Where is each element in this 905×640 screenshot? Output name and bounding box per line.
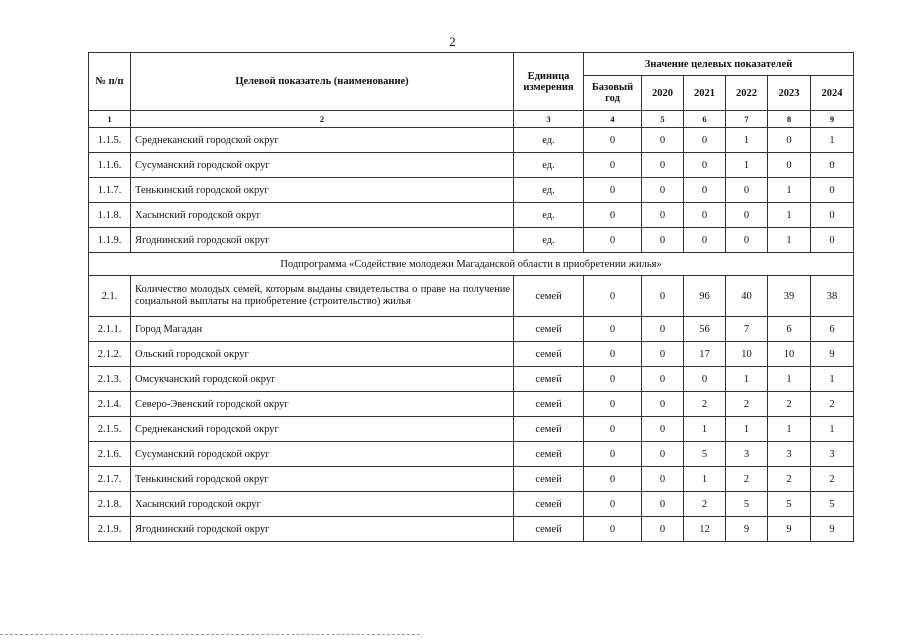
value-base: 0 xyxy=(584,203,642,228)
table-row xyxy=(89,467,854,492)
value-base: 0 xyxy=(584,392,642,417)
unit-cell: семей xyxy=(514,467,584,492)
value-2024: 0 xyxy=(811,203,854,228)
row-number: 2.1.8. xyxy=(89,492,131,517)
value-base: 0 xyxy=(584,367,642,392)
value-2021: 0 xyxy=(684,228,726,253)
unit-cell: семей xyxy=(514,342,584,367)
value-2020: 0 xyxy=(642,178,684,203)
value-2020: 0 xyxy=(642,228,684,253)
value-base: 0 xyxy=(584,442,642,467)
table-row xyxy=(89,276,854,317)
value-2021: 12 xyxy=(684,517,726,542)
value-base: 0 xyxy=(584,153,642,178)
row-number: 2.1.1. xyxy=(89,317,131,342)
value-2022: 7 xyxy=(726,317,768,342)
table-row xyxy=(89,492,854,517)
value-base: 0 xyxy=(584,228,642,253)
value-2021: 96 xyxy=(684,276,726,317)
table-row xyxy=(89,153,854,178)
row-number: 2.1.2. xyxy=(89,342,131,367)
value-2020: 0 xyxy=(642,153,684,178)
value-2021: 5 xyxy=(684,442,726,467)
value-2021: 1 xyxy=(684,467,726,492)
unit-cell: ед. xyxy=(514,203,584,228)
value-base: 0 xyxy=(584,342,642,367)
value-base: 0 xyxy=(584,417,642,442)
unit-cell: ед. xyxy=(514,228,584,253)
indicator-name: Количество молодых семей, которым выданы свидетельства о праве на получение социальной выплаты на приобретение (строительство) жилья xyxy=(131,276,514,317)
indicator-name: Тенькинский городской округ xyxy=(131,178,514,203)
value-2020: 0 xyxy=(642,442,684,467)
value-2021: 0 xyxy=(684,367,726,392)
unit-cell: ед. xyxy=(514,128,584,153)
row-number: 1.1.8. xyxy=(89,203,131,228)
subprogram-title: Подпрограмма «Содействие молодежи Магаданской области в приобретении жилья» xyxy=(89,253,854,276)
value-2020: 0 xyxy=(642,492,684,517)
value-2023: 5 xyxy=(768,492,811,517)
value-2022: 9 xyxy=(726,517,768,542)
unit-cell: семей xyxy=(514,276,584,317)
column-number: 9 xyxy=(811,111,854,128)
value-2024: 0 xyxy=(811,153,854,178)
value-base: 0 xyxy=(584,128,642,153)
column-number: 6 xyxy=(684,111,726,128)
value-base: 0 xyxy=(584,492,642,517)
table-row xyxy=(89,517,854,542)
row-number: 2.1.5. xyxy=(89,417,131,442)
row-number: 2.1.9. xyxy=(89,517,131,542)
value-2020: 0 xyxy=(642,517,684,542)
indicators-table xyxy=(88,52,854,542)
value-base: 0 xyxy=(584,317,642,342)
value-2021: 0 xyxy=(684,153,726,178)
header-year: 2021 xyxy=(684,76,726,111)
value-2022: 1 xyxy=(726,128,768,153)
row-number: 2.1.7. xyxy=(89,467,131,492)
indicator-name: Хасынский городской округ xyxy=(131,203,514,228)
column-number: 1 xyxy=(89,111,131,128)
value-2022: 2 xyxy=(726,467,768,492)
value-2023: 39 xyxy=(768,276,811,317)
column-number: 7 xyxy=(726,111,768,128)
column-number: 5 xyxy=(642,111,684,128)
unit-cell: семей xyxy=(514,442,584,467)
header-year: 2022 xyxy=(726,76,768,111)
table-row xyxy=(89,203,854,228)
value-2020: 0 xyxy=(642,128,684,153)
indicator-name: Город Магадан xyxy=(131,317,514,342)
value-2021: 0 xyxy=(684,178,726,203)
value-2023: 1 xyxy=(768,203,811,228)
table-row xyxy=(89,442,854,467)
column-number: 4 xyxy=(584,111,642,128)
value-2023: 1 xyxy=(768,178,811,203)
row-number: 1.1.9. xyxy=(89,228,131,253)
value-2021: 2 xyxy=(684,492,726,517)
unit-cell: семей xyxy=(514,417,584,442)
table-row xyxy=(89,392,854,417)
value-2024: 2 xyxy=(811,467,854,492)
indicator-name: Омсукчанский городской округ xyxy=(131,367,514,392)
value-2021: 0 xyxy=(684,203,726,228)
value-2023: 6 xyxy=(768,317,811,342)
value-2024: 1 xyxy=(811,367,854,392)
indicator-name: Ягоднинский городской округ xyxy=(131,517,514,542)
indicator-name: Ольский городской округ xyxy=(131,342,514,367)
unit-cell: семей xyxy=(514,517,584,542)
value-2022: 2 xyxy=(726,392,768,417)
value-2024: 1 xyxy=(811,417,854,442)
value-2020: 0 xyxy=(642,467,684,492)
value-2022: 1 xyxy=(726,417,768,442)
value-2021: 0 xyxy=(684,128,726,153)
indicator-name: Среднеканский городской округ xyxy=(131,417,514,442)
value-2023: 10 xyxy=(768,342,811,367)
indicator-name: Ягоднинский городской округ xyxy=(131,228,514,253)
page-number: 2 xyxy=(449,34,456,49)
unit-cell: семей xyxy=(514,392,584,417)
value-base: 0 xyxy=(584,467,642,492)
value-base: 0 xyxy=(584,517,642,542)
table-row xyxy=(89,417,854,442)
section-row xyxy=(89,253,854,276)
table-row xyxy=(89,342,854,367)
header-name: Целевой показатель (наименование) xyxy=(131,53,514,111)
value-2022: 40 xyxy=(726,276,768,317)
column-number: 8 xyxy=(768,111,811,128)
indicator-name: Сусуманский городской округ xyxy=(131,153,514,178)
row-number: 1.1.7. xyxy=(89,178,131,203)
value-2023: 3 xyxy=(768,442,811,467)
value-2023: 1 xyxy=(768,367,811,392)
indicator-name: Среднеканский городской округ xyxy=(131,128,514,153)
value-2022: 10 xyxy=(726,342,768,367)
value-2020: 0 xyxy=(642,203,684,228)
row-number: 2.1.6. xyxy=(89,442,131,467)
table-row xyxy=(89,178,854,203)
value-2024: 3 xyxy=(811,442,854,467)
value-2023: 1 xyxy=(768,228,811,253)
value-2022: 0 xyxy=(726,203,768,228)
table-row xyxy=(89,317,854,342)
value-2023: 1 xyxy=(768,417,811,442)
value-2024: 2 xyxy=(811,392,854,417)
value-2020: 0 xyxy=(642,367,684,392)
header-year: 2023 xyxy=(768,76,811,111)
table-row xyxy=(89,228,854,253)
value-2024: 38 xyxy=(811,276,854,317)
scan-artifact-line xyxy=(0,634,420,636)
value-2021: 56 xyxy=(684,317,726,342)
value-2020: 0 xyxy=(642,342,684,367)
header-year: 2020 xyxy=(642,76,684,111)
table-row xyxy=(89,128,854,153)
unit-cell: семей xyxy=(514,492,584,517)
indicator-name: Хасынский городской округ xyxy=(131,492,514,517)
value-2024: 0 xyxy=(811,178,854,203)
value-2024: 6 xyxy=(811,317,854,342)
unit-cell: семей xyxy=(514,317,584,342)
value-2022: 5 xyxy=(726,492,768,517)
value-base: 0 xyxy=(584,276,642,317)
header-year: 2024 xyxy=(811,76,854,111)
indicator-name: Тенькинский городской округ xyxy=(131,467,514,492)
value-2020: 0 xyxy=(642,276,684,317)
row-number: 1.1.5. xyxy=(89,128,131,153)
value-2024: 0 xyxy=(811,228,854,253)
value-2023: 2 xyxy=(768,392,811,417)
unit-cell: ед. xyxy=(514,178,584,203)
row-number: 2.1. xyxy=(89,276,131,317)
indicator-name: Северо-Эвенский городской округ xyxy=(131,392,514,417)
value-2020: 0 xyxy=(642,317,684,342)
value-2021: 17 xyxy=(684,342,726,367)
row-number: 2.1.4. xyxy=(89,392,131,417)
value-2020: 0 xyxy=(642,392,684,417)
header-base-year: Базовый год xyxy=(584,76,642,111)
column-number: 2 xyxy=(131,111,514,128)
value-2022: 1 xyxy=(726,153,768,178)
value-2022: 1 xyxy=(726,367,768,392)
unit-cell: ед. xyxy=(514,153,584,178)
header-values-group: Значение целевых показателей xyxy=(584,53,854,76)
value-2023: 9 xyxy=(768,517,811,542)
value-2020: 0 xyxy=(642,417,684,442)
header-unit: Единица измерения xyxy=(514,53,584,111)
value-2024: 1 xyxy=(811,128,854,153)
value-base: 0 xyxy=(584,178,642,203)
table-row xyxy=(89,367,854,392)
value-2022: 0 xyxy=(726,228,768,253)
row-number: 1.1.6. xyxy=(89,153,131,178)
value-2024: 5 xyxy=(811,492,854,517)
value-2022: 3 xyxy=(726,442,768,467)
column-number: 3 xyxy=(514,111,584,128)
value-2021: 1 xyxy=(684,417,726,442)
unit-cell: семей xyxy=(514,367,584,392)
row-number: 2.1.3. xyxy=(89,367,131,392)
value-2024: 9 xyxy=(811,517,854,542)
value-2023: 0 xyxy=(768,153,811,178)
value-2024: 9 xyxy=(811,342,854,367)
value-2023: 2 xyxy=(768,467,811,492)
header-no: № п/п xyxy=(89,53,131,111)
value-2022: 0 xyxy=(726,178,768,203)
indicator-name: Сусуманский городской округ xyxy=(131,442,514,467)
value-2021: 2 xyxy=(684,392,726,417)
value-2023: 0 xyxy=(768,128,811,153)
